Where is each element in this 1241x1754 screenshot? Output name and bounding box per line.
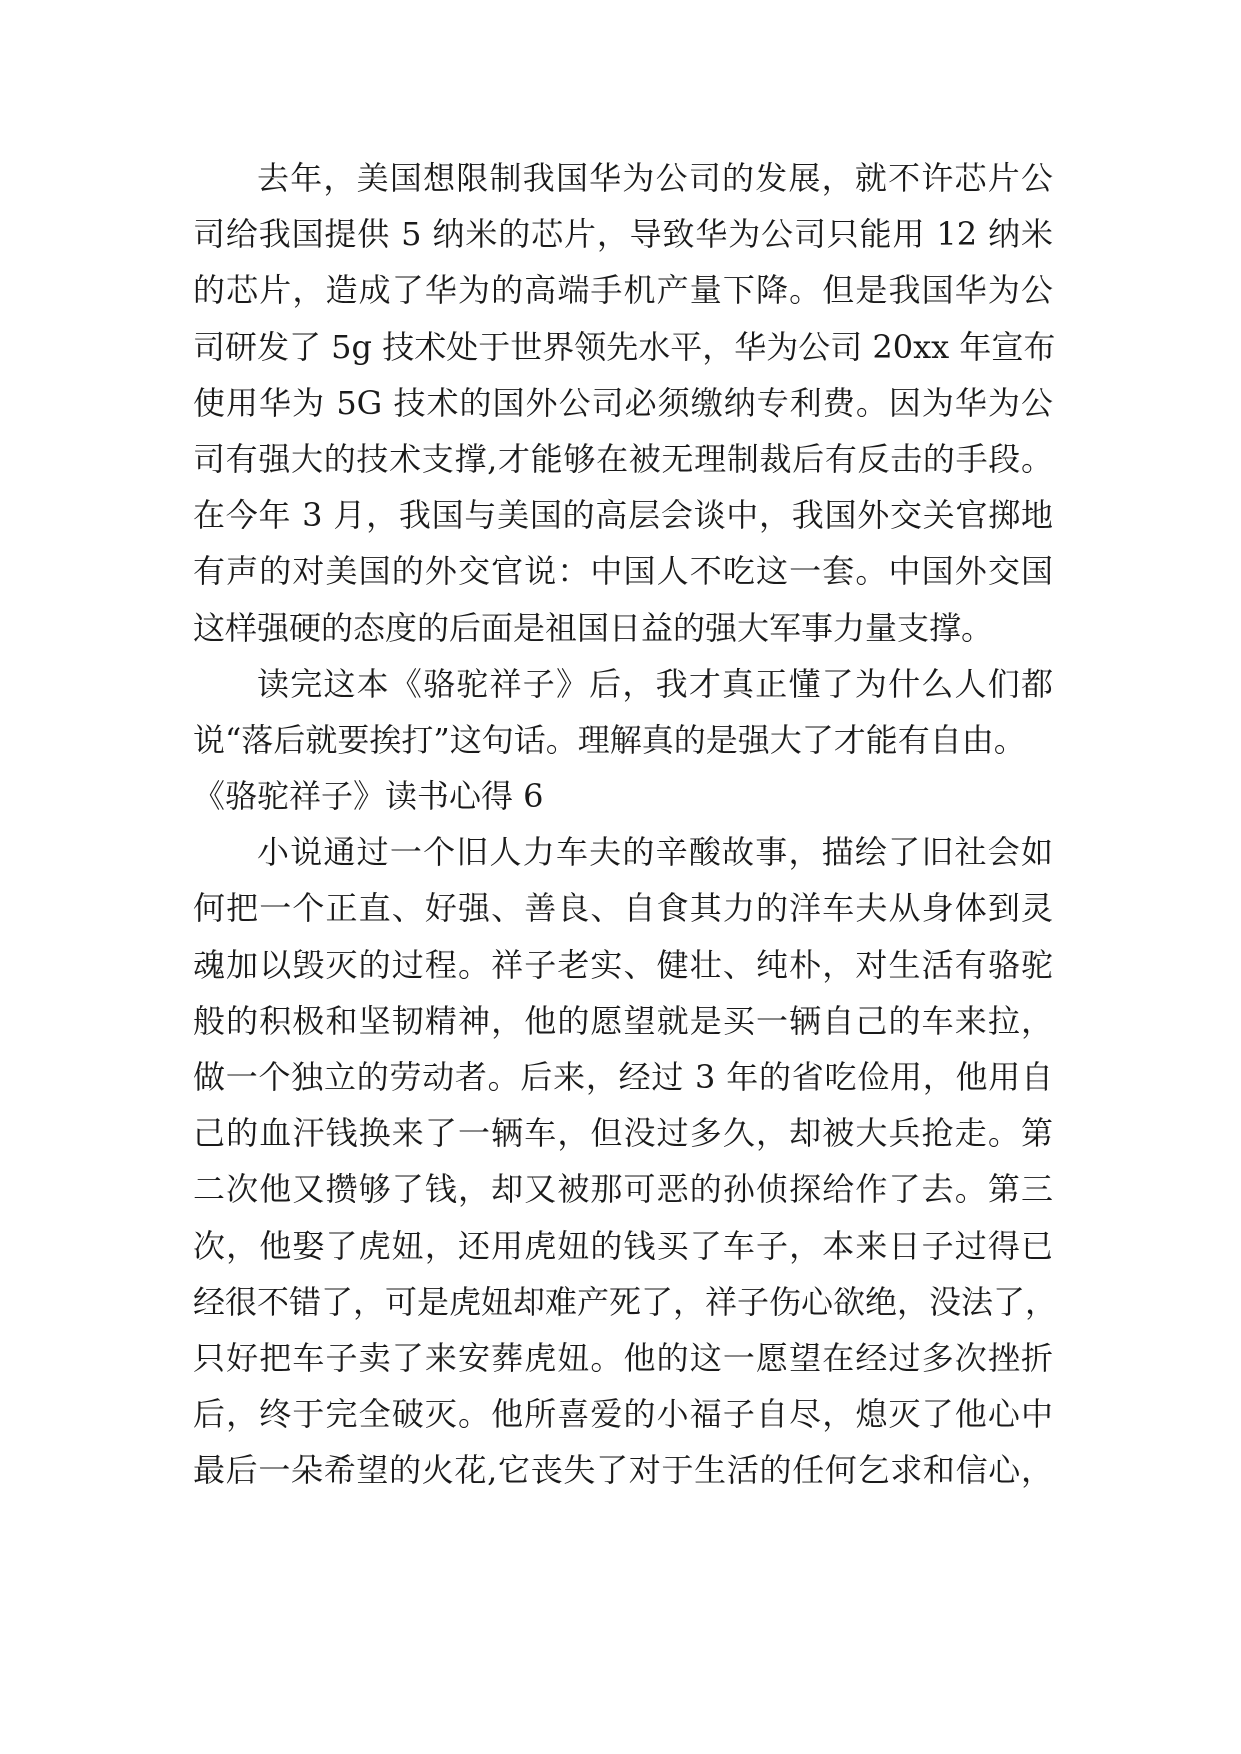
paragraph-novel-summary	[193, 824, 1058, 1498]
text-line: 做一个独立的劳动者。后来，经过 3 年的省吃俭用，他用自	[193, 1058, 1053, 1096]
text-line: 去年，美国想限制我国华为公司的发展，就不许芯片公	[257, 159, 1053, 197]
text-line: 使用华为 5G 技术的国外公司必须缴纳专利费。因为华为公	[193, 383, 1053, 422]
text-line: 司给我国提供 5 纳米的芯片，导致华为公司只能用 12 纳米	[193, 215, 1053, 254]
text-line: 司研发了 5g 技术处于世界领先水平，华为公司 20xx 年宣布	[193, 327, 1056, 366]
text-line: 后，终于完全破灭。他所喜爱的小福子自尽，熄灭了他心中	[193, 1395, 1053, 1434]
text-line: 只好把车子卖了来安葬虎妞。他的这一愿望在经过多次挫折	[193, 1338, 1053, 1377]
text-line: 在今年 3 月，我国与美国的高层会谈中，我国外交关官掷地	[193, 496, 1053, 535]
text-line: 次，他娶了虎妞，还用虎妞的钱买了车子，本来日子过得已	[193, 1226, 1053, 1265]
text-line: 说“落后就要挨打”这句话。理解真的是强大了才能有自由。	[193, 720, 1026, 759]
text-line: 司有强大的技术支撑,才能够在被无理制裁后有反击的手段。	[193, 439, 1053, 478]
text-line: 有声的对美国的外交官说：中国人不吃这一套。中国外交国	[193, 552, 1053, 591]
text-line: 的芯片，造成了华为的高端手机产量下降。但是我国华为公	[193, 271, 1053, 310]
text-line: 魂加以毁灭的过程。祥子老实、健壮、纯朴，对生活有骆驼	[193, 945, 1053, 984]
text-line: 般的积极和坚韧精神，他的愿望就是买一辆自己的车来拉，	[193, 1001, 1053, 1040]
text-line: 经很不错了，可是虎妞却难产死了，祥子伤心欲绝，没法了，	[193, 1282, 1058, 1321]
text-line: 最后一朵希望的火花,它丧失了对于生活的任何乞求和信心，	[193, 1451, 1053, 1490]
document-page	[193, 150, 1058, 1499]
paragraph-huawei	[193, 150, 1056, 656]
text-line: 小说通过一个旧人力车夫的辛酸故事，描绘了旧社会如	[257, 833, 1053, 872]
section-heading: 《骆驼祥子》读书心得 6	[193, 777, 544, 816]
text-line: 己的血汗钱换来了一辆车，但没过多久，却被大兵抢走。第	[193, 1114, 1053, 1153]
text-line: 读完这本《骆驼祥子》后，我才真正懂了为什么人们都	[257, 664, 1053, 703]
text-line: 这样强硬的态度的后面是祖国日益的强大军事力量支撑。	[193, 608, 994, 647]
text-line: 何把一个正直、好强、善良、自食其力的洋车夫从身体到灵	[193, 889, 1053, 928]
paragraph-conclusion	[193, 656, 1053, 768]
text-line: 二次他又攒够了钱，却又被那可恶的孙侦探给作了去。第三	[193, 1170, 1053, 1209]
